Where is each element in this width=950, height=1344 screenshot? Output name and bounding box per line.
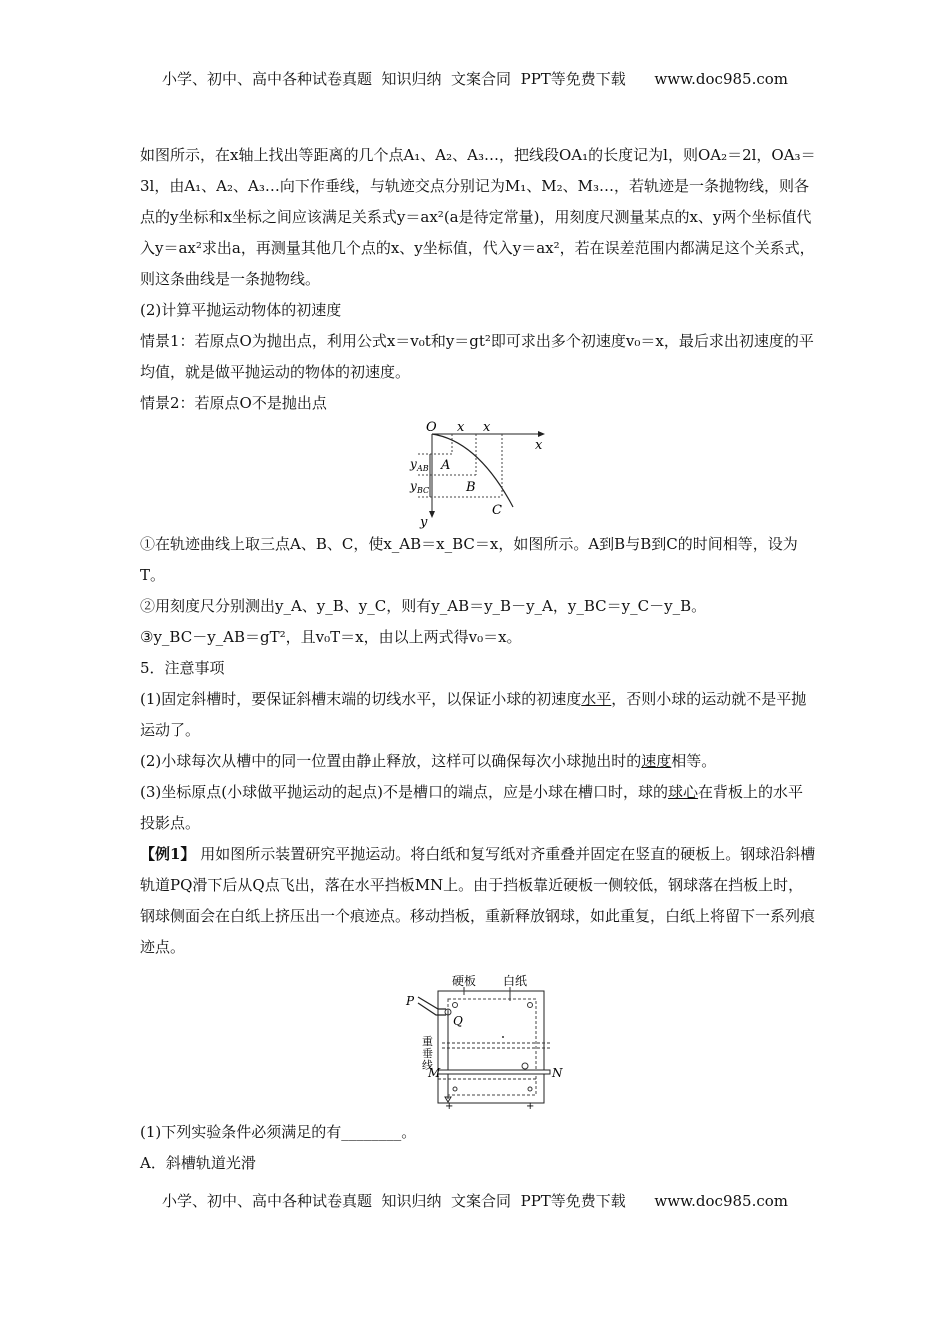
origin-label: O — [426, 420, 437, 435]
y-axis-label: y — [420, 515, 428, 530]
paragraph-case-2: 情景2：若原点O不是抛出点 — [140, 394, 327, 412]
label-plumb-1: 重 — [422, 1035, 433, 1048]
chute-top — [418, 997, 446, 1009]
step-2: ②用刻度尺分别测出y_A、y_B、y_C，则有y_AB＝y_B－y_A，y_BC＝y_C－y_B。 — [140, 597, 707, 615]
pin-bottom-left — [453, 1087, 457, 1091]
pin-top-left — [453, 1003, 458, 1008]
example-1: 【例1】 用如图所示装置研究平抛运动。将白纸和复写纸对齐重叠并固定在竖直的硬板上。钢球沿斜槽轨道PQ滑下后从Q点飞出，落在水平挡板MN上。由于挡板靠近硬板一侧较低，钢球落在挡板上时，钢球侧面会在白纸上挤压出一个痕迹点。移动挡板，重新释放钢球，如此重复，白纸上将留下一系列痕迹点。 — [140, 845, 816, 956]
footer-text: 小学、初中、高中各种试卷真题 知识归纳 文案合同 PPT等免费下载 — [161, 1192, 626, 1210]
note-3: (3)坐标原点(小球做平抛运动的起点)不是槽口的端点，应是小球在槽口时，球的球心在背板上的水平投影点。 — [140, 783, 803, 832]
yab-label: y — [410, 457, 417, 471]
example-tag: 【例1】 — [140, 845, 196, 863]
x-axis-arrow — [538, 431, 545, 437]
apparatus-diagram — [398, 967, 563, 1117]
page-footer — [0, 1190, 950, 1211]
paragraph-case-1: 情景1：若原点O为抛出点，利用公式x＝v₀t和y＝gt²即可求出多个初速度v₀＝x，最后求出初速度的平均值，就是做平抛运动的物体的初速度。 — [140, 332, 814, 381]
label-white-paper: 白纸 — [503, 974, 528, 988]
label-plumb-3: 线 — [422, 1059, 433, 1072]
subheading-initial-velocity: (2)计算平抛运动物体的初速度 — [140, 301, 342, 319]
pin-top-right — [528, 1003, 533, 1008]
ybc-label: y — [410, 479, 417, 493]
bottom-plus-right: + — [526, 1101, 535, 1112]
header-url: www.doc985.com — [654, 70, 788, 88]
step-3: ③y_BC－y_AB＝gT²，且v₀T＝x，由以上两式得v₀＝x。 — [140, 628, 522, 646]
paragraph-parabola-check: 如图所示，在x轴上找出等距离的几个点A₁、A₂、A₃…，把线段OA₁的长度记为l，则OA₂＝2l，OA₃＝3l，由A₁、A₂、A₃…向下作垂线，与轨迹交点分别记为M₁、M₂、M₃…，若轨迹是一条抛物线，则各点的y坐标和x坐标之间应该满足关系式y＝ax²(a是待定常量)，用刻度尺测量某点的x、y两个坐标值代入y＝ax²求出a，再测量其他几个点的x、y坐标值，代入y＝ax²，若在误差范围内都满足这个关系式，则这条曲线是一条抛物线。 — [140, 146, 816, 288]
x-segment-label-2: x — [483, 420, 491, 435]
label-p: P — [406, 994, 415, 1008]
label-m: M — [428, 1066, 441, 1080]
label-n: N — [552, 1066, 563, 1080]
label-plumb-2: 垂 — [422, 1047, 433, 1060]
note-1: (1)固定斜槽时，要保证斜槽末端的切线水平，以保证小球的初速度水平，否则小球的运动就不是平抛运动了。 — [140, 690, 807, 739]
y-axis-arrow — [429, 511, 435, 518]
answer-horizontal: 水平 — [581, 690, 612, 708]
baffle-mn — [438, 1070, 550, 1074]
bottom-plus-left: + — [445, 1101, 454, 1112]
trajectory-svg — [408, 421, 548, 529]
option-a: A．斜槽轨道光滑 — [140, 1154, 256, 1172]
trajectory-diagram — [408, 421, 548, 529]
x-axis-label: x — [535, 438, 543, 453]
main-content — [140, 140, 816, 1179]
x-segment-label-1: x — [457, 420, 465, 435]
apparatus-svg — [398, 967, 563, 1117]
answer-ball-center: 球心 — [667, 783, 698, 801]
label-q: Q — [453, 1014, 463, 1028]
step-1: ①在轨迹曲线上取三点A、B、C，使x_AB＝x_BC＝x，如图所示。A到B与B到C的时间相等，设为T。 — [140, 535, 798, 584]
hard-board — [438, 991, 544, 1103]
yab-subscript: AB — [417, 464, 429, 473]
ball-on-baffle — [522, 1063, 528, 1069]
note-2: (2)小球每次从槽中的同一位置由静止释放，这样可以确保每次小球抛出时的速度相等。 — [140, 752, 717, 770]
answer-velocity: 速度 — [641, 752, 672, 770]
pin-bottom-right — [528, 1087, 532, 1091]
point-c-label: C — [492, 503, 502, 518]
page-header — [0, 68, 950, 89]
question-1: (1)下列实验条件必须满足的有________。 — [140, 1123, 417, 1141]
footer-url: www.doc985.com — [654, 1192, 788, 1210]
trace-dot — [502, 1036, 504, 1038]
ybc-subscript: BC — [417, 486, 430, 495]
header-text: 小学、初中、高中各种试卷真题 知识归纳 文案合同 PPT等免费下载 — [161, 70, 626, 88]
section-heading-notes: 5．注意事项 — [140, 659, 225, 677]
point-a-label: A — [441, 458, 451, 473]
point-b-label: B — [466, 480, 476, 495]
label-hard-board: 硬板 — [452, 974, 477, 988]
